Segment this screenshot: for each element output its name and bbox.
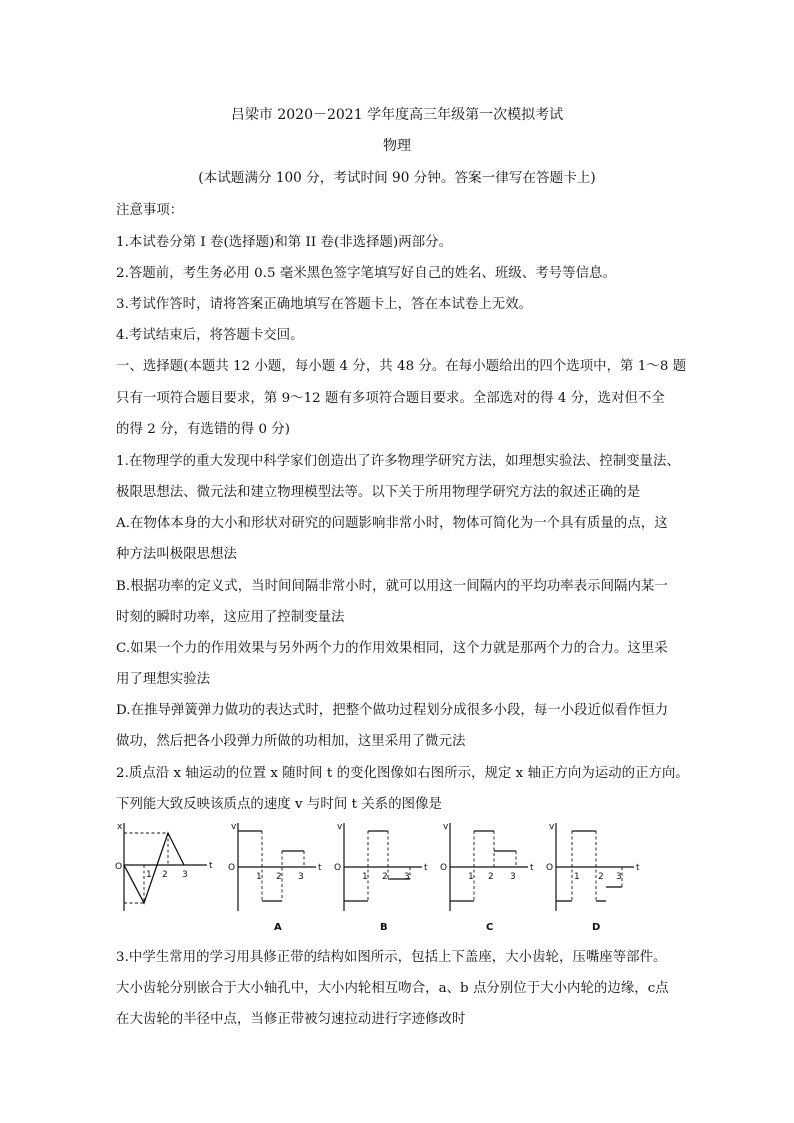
- t-axis-label: t: [424, 863, 428, 873]
- question-1-option-d: D.在推导弹簧弹力做功的表达式时，把整个做功过程划分成很多小段，每一小段近似看作恒力: [116, 703, 669, 718]
- tick-label: 3: [510, 872, 516, 882]
- tick-label: 1: [362, 872, 368, 882]
- question-1-option-b: B.根据功率的定义式，当时间间隔非常小时，就可以用这一间隔内的平均功率表示间隔内某一: [116, 579, 668, 594]
- notice-item: 2.答题前，考生务必用 0.5 毫米黑色签字笔填写好自己的姓名、班级、考号等信息。: [116, 266, 616, 281]
- tick-label: 1: [468, 872, 474, 882]
- tick-label: 3: [616, 872, 622, 882]
- v-axis-label: v: [549, 822, 555, 832]
- option-label-c: C: [486, 922, 494, 933]
- section-instructions: 的得 2 分，有选错的得 0 分): [116, 422, 291, 437]
- v-t-graph-d: [546, 822, 640, 933]
- tick-label: 3: [404, 872, 410, 882]
- question-3-stem: 大小齿轮分别嵌合于大小轴孔中，大小内轮相互吻合，a、b 点分别位于大小内轮的边缘，c点: [116, 981, 669, 996]
- v-axis-label: v: [231, 822, 237, 832]
- question-1-stem: 1.在物理学的重大发现中科学家们创造出了许多物理学研究方法，如理想实验法、控制变量法、: [116, 454, 680, 469]
- option-label-b: B: [380, 922, 388, 933]
- notice-item: 4.考试结束后，将答题卡交回。: [116, 328, 304, 343]
- tick-label: 3: [298, 872, 304, 882]
- question-2-stem: 2.质点沿 x 轴运动的位置 x 随时间 t 的变化图像如右图所示，规定 x 轴正方向为运动的正方向。: [116, 766, 689, 781]
- question-1-option-b: 时刻的瞬时功率，这应用了控制变量法: [116, 610, 345, 625]
- tick-label: 2: [162, 870, 168, 880]
- notice-heading: 注意事项：: [116, 203, 184, 218]
- tick-label: 2: [382, 872, 388, 882]
- question-2-stem: 下列能大致反映该质点的速度 v 与时间 t 关系的图像是: [116, 797, 442, 812]
- x-axis-label: x: [117, 822, 123, 832]
- origin-label: O: [115, 862, 123, 872]
- question-1-option-a: A.在物体本身的大小和形状对研究的问题影响非常小时，物体可简化为一个具有质量的点，这: [116, 516, 668, 531]
- v-t-graph-c: [440, 822, 534, 933]
- question-1-option-c: 用了理想实验法: [116, 672, 211, 687]
- v-t-graph-b: [334, 822, 428, 933]
- tick-label: 2: [488, 872, 494, 882]
- option-label-d: D: [592, 922, 601, 933]
- t-axis-label: t: [318, 863, 322, 873]
- t-axis-label: t: [530, 863, 534, 873]
- exam-title: 吕梁市 2020－2021 学年度高三年级第一次模拟考试: [230, 107, 564, 123]
- option-label-a: A: [274, 922, 282, 933]
- origin-label: O: [440, 863, 448, 873]
- question-3-stem: 在大齿轮的半径中点，当修正带被匀速拉动进行字迹修改时: [116, 1012, 466, 1027]
- tick-label: 3: [182, 870, 188, 880]
- v-t-graph-a: [228, 822, 322, 933]
- x-t-graph: [115, 822, 213, 911]
- notice-item: 1.本试卷分第 I 卷(选择题)和第 II 卷(非选择题)两部分。: [116, 235, 453, 250]
- x-t-curve: [124, 833, 184, 903]
- question-3-stem: 3.中学生常用的学习用具修正带的结构如图所示，包括上下盖座，大小齿轮，压嘴座等部件。: [116, 950, 667, 965]
- question-2-figures: [112, 815, 652, 940]
- tick-label: 1: [256, 872, 262, 882]
- question-1-option-c: C.如果一个力的作用效果与另外两个力的作用效果相同，这个力就是那两个力的合力。这里采: [116, 641, 668, 656]
- graph-set: [112, 815, 652, 940]
- subject-title: 物理: [383, 138, 411, 154]
- origin-label: O: [334, 863, 342, 873]
- tick-label: 1: [574, 872, 580, 882]
- tick-label: 2: [276, 872, 282, 882]
- v-axis-label: v: [337, 822, 343, 832]
- section-instructions: 一、选择题(本题共 12 小题，每小题 4 分，共 48 分。在每小题给出的四个选项中，第 1～8 题: [116, 359, 687, 374]
- t-axis-label: t: [209, 861, 213, 871]
- question-1-stem: 极限思想法、微元法和建立物理模型法等。以下关于所用物理学研究方法的叙述正确的是: [116, 485, 641, 500]
- question-1-option-a: 种方法叫极限思想法: [116, 547, 237, 562]
- origin-label: O: [228, 863, 236, 873]
- tick-label: 2: [598, 872, 604, 882]
- question-1-option-d: 做功，然后把各小段弹力所做的功相加，这里采用了微元法: [116, 734, 466, 749]
- notice-item: 3.考试作答时，请将答案正确地填写在答题卡上，答在本试卷上无效。: [116, 297, 533, 312]
- t-axis-label: t: [636, 863, 640, 873]
- tick-label: 1: [146, 870, 152, 880]
- v-axis-label: v: [443, 822, 449, 832]
- origin-label: O: [546, 863, 554, 873]
- section-instructions: 只有一项符合题目要求，第 9～12 题有多项符合题目要求。全部选对的得 4 分，选对但不全: [116, 391, 665, 406]
- exam-subtitle: (本试题满分 100 分，考试时间 90 分钟。答案一律写在答题卡上): [198, 170, 596, 186]
